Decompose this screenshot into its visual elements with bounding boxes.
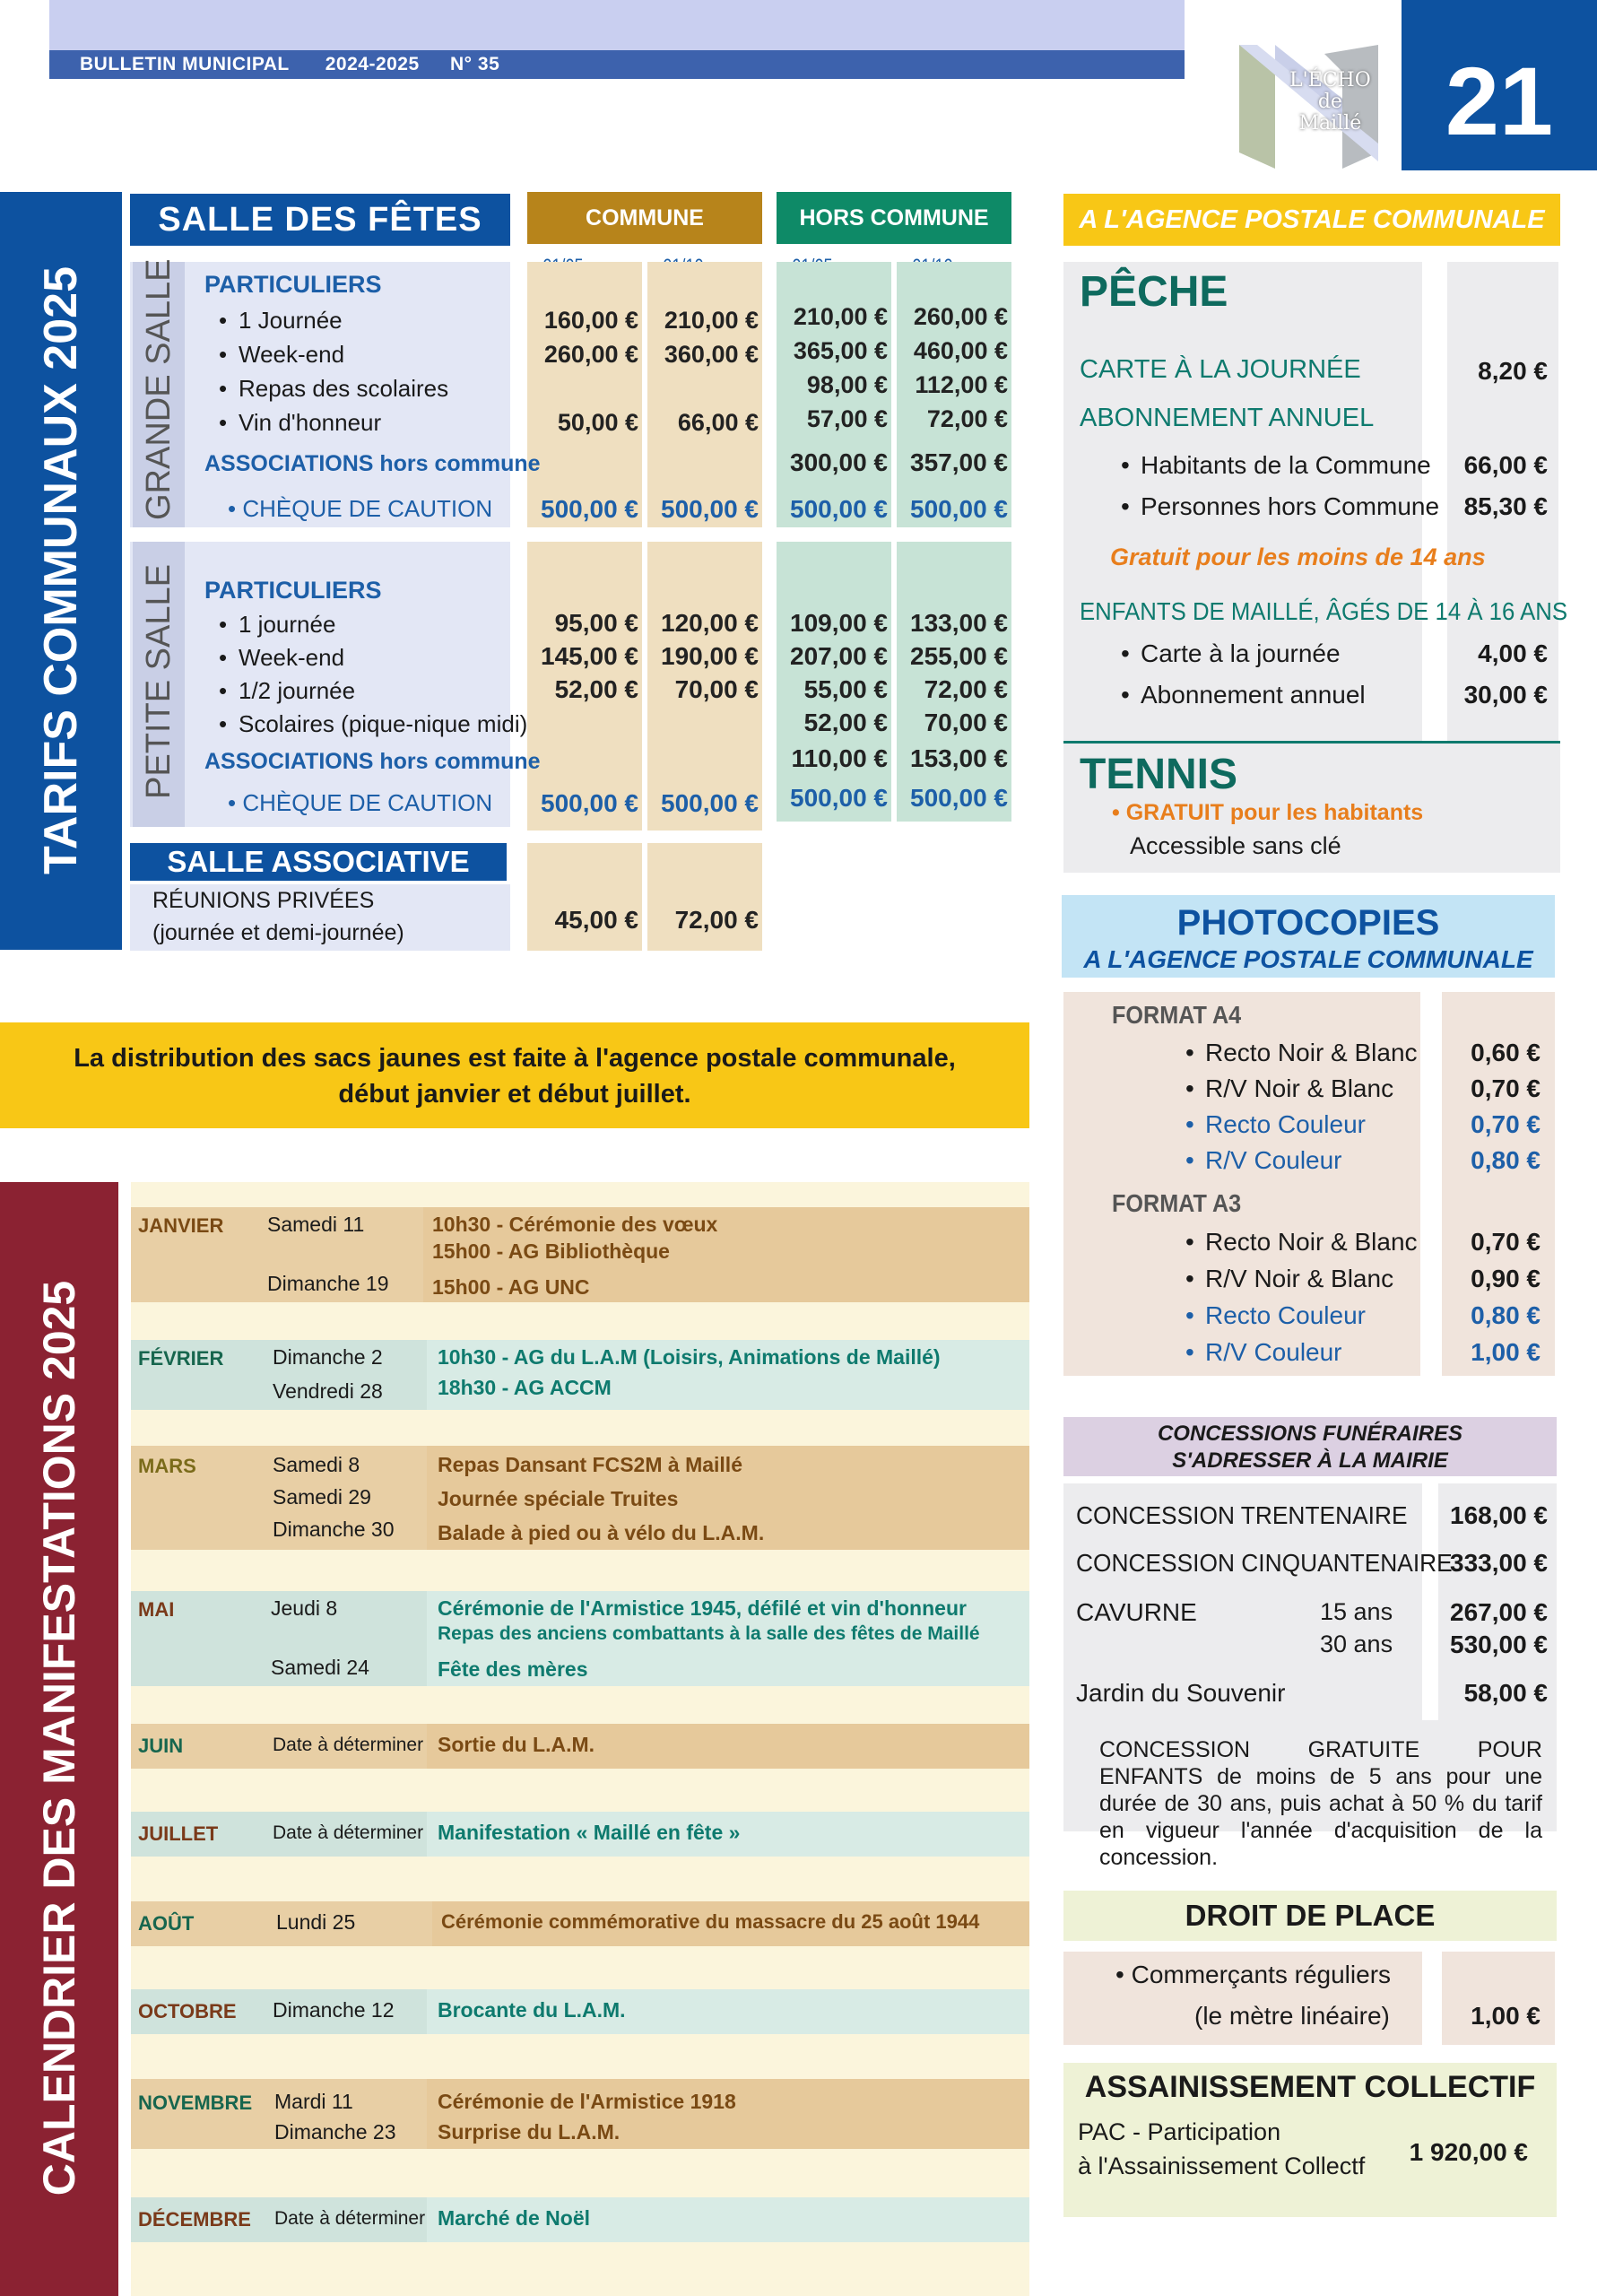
- assain-l2: à l'Assainissement Collectf: [1078, 2152, 1366, 2179]
- calendar-title: CALENDRIER DES MANIFESTATIONS 2025: [34, 1280, 84, 2196]
- petite-cheque-h2: 500,00 €: [910, 784, 1008, 812]
- cal-decembre: [131, 2197, 1029, 2242]
- price: 260,00 €: [543, 341, 638, 368]
- event: 15h00 - AG UNC: [432, 1275, 590, 1299]
- agence-banner: A L'AGENCE POSTALE COMMUNALE: [1063, 194, 1560, 246]
- event: Surprise du L.A.M.: [438, 2120, 621, 2144]
- price: 210,00 €: [664, 307, 759, 334]
- photo-a4: FORMAT A4: [1112, 1001, 1242, 1029]
- peche-enfants: ENFANTS DE MAILLÉ, ÂGÉS DE 14 À 16 ANS: [1080, 597, 1568, 625]
- petite-cheque-c1: 500,00 €: [541, 789, 638, 817]
- droit-l2: (le mètre linéaire): [1194, 2002, 1390, 2030]
- price: 52,00 €: [554, 675, 638, 703]
- peche-gratuit: Gratuit pour les moins de 14 ans: [1110, 544, 1486, 570]
- event: Cérémonie de l'Armistice 1918: [438, 2090, 736, 2113]
- event: Cérémonie commémorative du massacre du 25 août 1944: [441, 1910, 980, 1933]
- petite-c2-col: [647, 606, 759, 706]
- cal-octobre: [131, 1989, 1029, 2034]
- grande-cheque-c1: 500,00 €: [541, 495, 638, 523]
- sacs-banner: [0, 1022, 1029, 1128]
- price: 365,00 €: [793, 337, 888, 364]
- peche-hors: • Personnes hors Commune: [1114, 486, 1439, 527]
- petite-salle-label: PETITE SALLE: [140, 564, 178, 799]
- cal-juillet: [131, 1812, 1029, 1857]
- peche-hab: • Habitants de la Commune: [1114, 445, 1439, 486]
- photo-title: PHOTOCOPIES: [1176, 903, 1440, 943]
- bg-assoc-c2: [647, 843, 762, 951]
- price: 0,70 €: [1471, 1228, 1541, 1256]
- price: 66,00 €: [677, 409, 759, 436]
- petite-row-3: • 1/2 journée: [212, 674, 527, 708]
- photo-a4-1: • Recto Noir & Blanc: [1178, 1035, 1418, 1071]
- hors-commune-header: HORS COMMUNE: [777, 192, 1011, 244]
- tennis-l2: Accessible sans clé: [1130, 832, 1341, 859]
- photo-a3-1: • Recto Noir & Blanc: [1178, 1223, 1418, 1260]
- petite-h1-col: [777, 606, 888, 739]
- bg-assoc-c1: [527, 843, 642, 951]
- grande-h2-col: [897, 300, 1008, 436]
- event: Repas Dansant FCS2M à Maillé: [438, 1453, 742, 1476]
- peche-hors-price: 85,30 €: [1463, 492, 1548, 520]
- day: Samedi 29: [273, 1485, 371, 1509]
- day: Samedi 8: [273, 1453, 360, 1476]
- grande-row-4: • Vin d'honneur: [212, 405, 448, 439]
- droit-title: DROIT DE PLACE: [1063, 1891, 1557, 1941]
- peche-carte: CARTE À LA JOURNÉE: [1080, 355, 1361, 384]
- grande-associations: ASSOCIATIONS hors commune: [204, 451, 541, 476]
- price: 0,60 €: [1471, 1039, 1541, 1066]
- price: 109,00 €: [790, 609, 888, 637]
- photo-header: [1062, 895, 1555, 978]
- petite-cheque: • CHÈQUE DE CAUTION: [228, 789, 493, 816]
- price: 120,00 €: [661, 609, 759, 637]
- salle-associative-title: SALLE ASSOCIATIVE: [130, 843, 507, 881]
- event: 18h30 - AG ACCM: [438, 1376, 612, 1399]
- peche-abo: ABONNEMENT ANNUEL: [1080, 404, 1375, 432]
- price: 145,00 €: [541, 642, 638, 670]
- tarifs-title: TARIFS COMMUNAUX 2025: [35, 266, 87, 875]
- tennis-l1: GRATUIT pour les habitants: [1125, 800, 1424, 825]
- day: Jeudi 8: [271, 1596, 338, 1620]
- assoc-line-2: (journée et demi-journée): [152, 920, 404, 945]
- conc-jardin-price: 58,00 €: [1463, 1679, 1548, 1707]
- month-label: DÉCEMBRE: [138, 2208, 251, 2231]
- petite-row-1: • 1 journée: [212, 608, 527, 641]
- price: 0,80 €: [1471, 1146, 1541, 1174]
- day: Date à déterminer: [273, 1735, 424, 1755]
- peche-enfants-list: [1114, 633, 1366, 716]
- grande-row-2: • Week-end: [212, 337, 448, 371]
- photo-a4-4: • R/V Couleur: [1178, 1143, 1418, 1178]
- price: 1,00 €: [1471, 1338, 1541, 1366]
- event: Marché de Noël: [438, 2206, 590, 2230]
- grande-cheque-c2: 500,00 €: [661, 495, 759, 523]
- droit-l1: Commerçants réguliers: [1131, 1961, 1392, 1988]
- photo-a3-list: [1178, 1223, 1418, 1370]
- grande-cheque-h1: 500,00 €: [790, 495, 888, 523]
- photo-a4-list: [1178, 1035, 1418, 1178]
- petite-row-4: • Scolaires (pique-nique midi): [212, 708, 527, 741]
- photo-a3-2: • R/V Noir & Blanc: [1178, 1260, 1418, 1297]
- droit-price: 1,00 €: [1471, 2002, 1541, 2030]
- day: Dimanche 19: [267, 1272, 389, 1295]
- photo-a3-4: • R/V Couleur: [1178, 1334, 1418, 1370]
- peche-title: PÊCHE: [1080, 268, 1228, 316]
- price: 260,00 €: [913, 303, 1008, 330]
- month-label: NOVEMBRE: [138, 2092, 253, 2114]
- bulletin-label: BULLETIN MUNICIPAL: [80, 54, 290, 74]
- conc-trent: CONCESSION TRENTENAIRE: [1076, 1501, 1408, 1529]
- photo-a3-prices: [1442, 1223, 1541, 1370]
- grande-assoc-h1: 300,00 €: [790, 448, 888, 476]
- price: 0,70 €: [1471, 1110, 1541, 1138]
- petite-associations: ASSOCIATIONS hors commune: [204, 749, 541, 774]
- price: 52,00 €: [803, 709, 888, 736]
- petite-h2-col: [897, 606, 1008, 739]
- day: Dimanche 23: [274, 2120, 396, 2144]
- photo-a4-3: • Recto Couleur: [1178, 1107, 1418, 1143]
- grande-assoc-h2: 357,00 €: [910, 448, 1008, 476]
- event: Journée spéciale Truites: [438, 1487, 679, 1510]
- event: Sortie du L.A.M.: [438, 1733, 595, 1756]
- event: Cérémonie de l'Armistice 1945, défilé et vin d'honneur: [438, 1596, 967, 1620]
- event: 10h30 - Cérémonie des vœux: [432, 1213, 718, 1236]
- month-label: AOÛT: [138, 1912, 195, 1935]
- petite-row-2: • Week-end: [212, 641, 527, 674]
- day: Dimanche 30: [273, 1518, 395, 1541]
- conc-cinq: CONCESSION CINQUANTENAIRE: [1076, 1549, 1453, 1577]
- price: 70,00 €: [924, 709, 1008, 736]
- price: 207,00 €: [790, 642, 888, 670]
- cal-novembre: [131, 2079, 1029, 2149]
- photo-a4-2: • R/V Noir & Blanc: [1178, 1071, 1418, 1107]
- years-label: 2024-2025: [325, 54, 420, 74]
- day: Samedi 11: [267, 1213, 365, 1236]
- grande-cheque: • CHÈQUE DE CAUTION: [228, 495, 493, 522]
- month-label: FÉVRIER: [138, 1347, 224, 1370]
- price: 50,00 €: [557, 409, 638, 436]
- price: 70,00 €: [674, 675, 759, 703]
- month-label: JUIN: [138, 1735, 184, 1757]
- price: 0,80 €: [1471, 1301, 1541, 1329]
- logo-text-1: L'ÉCHO: [1289, 69, 1371, 91]
- event: Brocante du L.A.M.: [438, 1998, 626, 2022]
- event: Manifestation « Maillé en fête »: [438, 1821, 741, 1844]
- conc-note: CONCESSION GRATUITE POUR ENFANTS de moins de 5 ans pour une durée de 30 ans, puis achat à 50 % du tarif en vigueur l'année d'acquisition de la concession.: [1099, 1737, 1542, 1870]
- sacs-line-1: La distribution des sacs jaunes est faite à l'agence postale communale,: [74, 1044, 956, 1073]
- price: [647, 371, 759, 405]
- event: Fête des mères: [438, 1657, 588, 1681]
- petite-assoc-h2: 153,00 €: [910, 744, 1008, 772]
- price: 133,00 €: [910, 609, 1008, 637]
- day: Mardi 11: [274, 2090, 353, 2113]
- conc-cav: CAVURNE: [1076, 1598, 1197, 1626]
- logo: [1239, 45, 1378, 169]
- price: 255,00 €: [910, 642, 1008, 670]
- peche-e2: • Abonnement annuel: [1114, 674, 1366, 716]
- petite-list: [212, 608, 527, 741]
- petite-c1-col: [527, 606, 638, 706]
- price: 112,00 €: [915, 371, 1008, 398]
- grande-c2-col: [647, 303, 759, 439]
- assoc-line-1: RÉUNIONS PRIVÉES: [152, 888, 375, 913]
- conc-cav30-price: 530,00 €: [1450, 1631, 1548, 1658]
- price: 72,00 €: [926, 405, 1008, 432]
- photo-sub: A L'AGENCE POSTALE COMMUNALE: [1083, 945, 1533, 973]
- month-label: OCTOBRE: [138, 2000, 237, 2022]
- day: Dimanche 12: [273, 1998, 395, 2022]
- cal-aout: [131, 1901, 1029, 1946]
- logo-text-2: de: [1317, 91, 1342, 113]
- grande-row-3: • Repas des scolaires: [212, 371, 448, 405]
- cal-janvier: [131, 1207, 1029, 1302]
- assain-l1: PAC - Participation: [1078, 2118, 1281, 2145]
- conc-title-1: CONCESSIONS FUNÉRAIRES: [1157, 1422, 1463, 1446]
- month-label: MARS: [138, 1455, 196, 1477]
- grande-row-1: • 1 Journée: [212, 303, 448, 337]
- month-label: MAI: [138, 1598, 175, 1621]
- price: [527, 371, 638, 405]
- conc-cinq-price: 333,00 €: [1450, 1549, 1548, 1577]
- petite-cheque-h1: 500,00 €: [790, 784, 888, 812]
- day: Vendredi 28: [273, 1379, 383, 1403]
- event: 10h30 - AG du L.A.M (Loisirs, Animations de Maillé): [438, 1345, 941, 1369]
- price: 72,00 €: [924, 675, 1008, 703]
- tennis-title: TENNIS: [1080, 751, 1238, 798]
- day: Dimanche 2: [273, 1345, 383, 1369]
- header-band: [49, 0, 1185, 50]
- photo-a4-prices: [1442, 1035, 1541, 1178]
- petite-cheque-c2: 500,00 €: [661, 789, 759, 817]
- sacs-line-2: début janvier et début juillet.: [338, 1080, 691, 1109]
- cal-fevrier: [131, 1340, 1029, 1410]
- price: 0,90 €: [1471, 1265, 1541, 1292]
- month-label: JANVIER: [138, 1214, 224, 1237]
- peche-carte-price: 8,20 €: [1478, 357, 1548, 385]
- conc-trent-price: 168,00 €: [1450, 1501, 1548, 1529]
- photo-a3-3: • Recto Couleur: [1178, 1297, 1418, 1334]
- grande-particuliers: PARTICULIERS: [204, 271, 382, 298]
- grande-cheque-h2: 500,00 €: [910, 495, 1008, 523]
- header-bar: [49, 50, 1185, 79]
- price: 55,00 €: [803, 675, 888, 703]
- conc-header: [1063, 1417, 1557, 1476]
- cal-mars: [131, 1446, 1029, 1550]
- droit-bg-price: [1442, 1952, 1555, 2045]
- commune-header: COMMUNE: [527, 192, 762, 244]
- conc-jardin: Jardin du Souvenir: [1076, 1679, 1286, 1707]
- price: 210,00 €: [793, 303, 888, 330]
- logo-text-3: Maillé: [1298, 112, 1362, 135]
- day: Date à déterminer: [273, 1822, 424, 1843]
- day: Samedi 24: [271, 1656, 369, 1679]
- event: Repas des anciens combattants à la salle des fêtes de Maillé: [438, 1623, 980, 1644]
- droit-l1-wrap: • Commerçants réguliers: [1115, 1961, 1392, 1988]
- peche-e1-price: 4,00 €: [1478, 639, 1548, 667]
- cal-mai: [131, 1591, 1029, 1686]
- price: 160,00 €: [543, 307, 638, 334]
- day: Lundi 25: [276, 1910, 356, 1934]
- price: 0,70 €: [1471, 1074, 1541, 1102]
- grande-salle-label: GRANDE SALLE: [140, 258, 178, 520]
- conc-title-2: S'ADRESSER À LA MAIRIE: [1172, 1448, 1448, 1473]
- tennis-l1-wrap: • GRATUIT pour les habitants: [1112, 800, 1424, 825]
- conc-cav30: 30 ans: [1320, 1631, 1393, 1657]
- peche-e1: • Carte à la journée: [1114, 633, 1366, 674]
- peche-hab-price: 66,00 €: [1463, 451, 1548, 479]
- peche-e2-price: 30,00 €: [1463, 681, 1548, 709]
- grande-h1-col: [777, 300, 888, 436]
- month-label: JUILLET: [138, 1822, 219, 1845]
- petite-assoc-h1: 110,00 €: [791, 744, 888, 772]
- assain-price: 1 920,00 €: [1409, 2138, 1528, 2166]
- assoc-price-2: 72,00 €: [674, 906, 759, 934]
- assain-title: ASSAINISSEMENT COLLECTIF: [1084, 2070, 1536, 2104]
- conc-cav15-price: 267,00 €: [1450, 1598, 1548, 1626]
- petite-particuliers: PARTICULIERS: [204, 577, 382, 604]
- photo-a3: FORMAT A3: [1112, 1189, 1242, 1217]
- event: Balade à pied ou à vélo du L.A.M.: [438, 1521, 765, 1544]
- grande-list: [212, 303, 448, 439]
- cal-juin: [131, 1724, 1029, 1769]
- price: 57,00 €: [806, 405, 888, 432]
- grande-c1-col: [527, 303, 638, 439]
- conc-cav15: 15 ans: [1320, 1598, 1393, 1625]
- issue-label: N° 35: [450, 54, 500, 74]
- salle-title: SALLE DES FÊTES: [130, 194, 510, 246]
- price: 460,00 €: [913, 337, 1008, 364]
- price: 190,00 €: [661, 642, 759, 670]
- event: 15h00 - AG Bibliothèque: [432, 1239, 670, 1263]
- page-number: 21: [1402, 0, 1597, 170]
- day: Date à déterminer: [274, 2208, 426, 2229]
- price: 360,00 €: [664, 341, 759, 368]
- price: 98,00 €: [806, 371, 888, 398]
- price: 95,00 €: [554, 609, 638, 637]
- assoc-price-1: 45,00 €: [554, 906, 638, 934]
- peche-abo-list: [1114, 445, 1439, 527]
